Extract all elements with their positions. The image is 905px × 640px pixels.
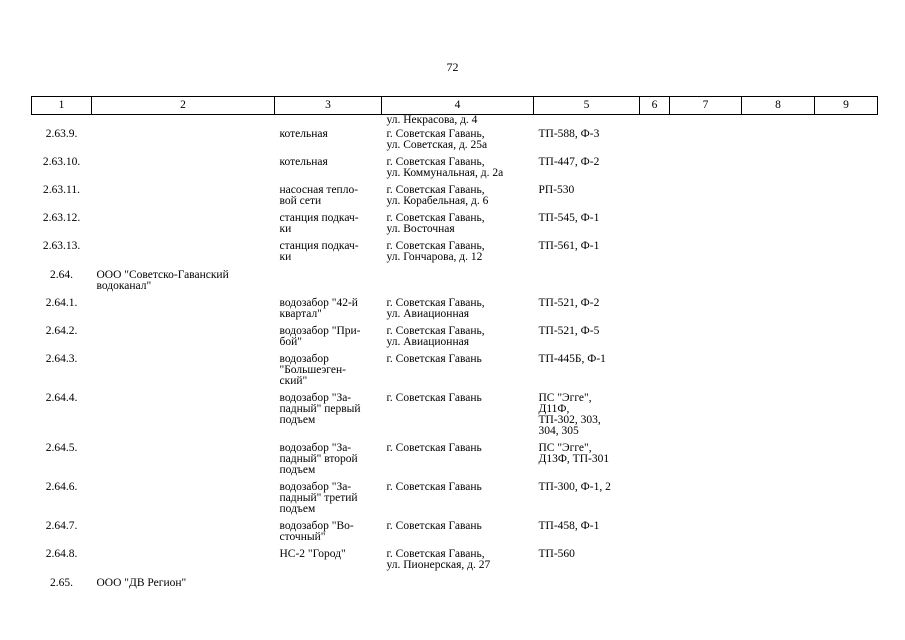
row-col8 <box>742 521 815 549</box>
row-col8 <box>742 269 815 298</box>
row-col9 <box>815 326 878 354</box>
row-col9 <box>815 549 878 577</box>
row-address: г. Советская Гавань, ул. Коммунальная, д. 2а <box>386 156 504 179</box>
row-col7 <box>670 213 742 241</box>
row-power-source: ТП-458, Ф-1 <box>538 520 600 532</box>
table-row <box>32 185 878 213</box>
row-object: котельная <box>279 128 328 140</box>
row-power-source: ТП-561, Ф-1 <box>538 240 600 252</box>
row-col9 <box>815 269 878 298</box>
row-power-source: ТП-521, Ф-5 <box>538 325 600 337</box>
row-number: 2.64. <box>50 269 73 281</box>
row-col7 <box>670 326 742 354</box>
table-row <box>32 326 878 354</box>
row-object: водозабор "Во- сточный" <box>279 520 354 543</box>
table-row <box>32 269 878 298</box>
table-row <box>32 482 878 521</box>
column-header-6: 6 <box>640 97 670 115</box>
row-address <box>382 577 534 595</box>
row-organization <box>92 157 275 185</box>
row-object: станция подкач- ки <box>279 240 359 263</box>
row-col9 <box>815 129 878 157</box>
column-header-2: 2 <box>92 97 275 115</box>
table-row <box>32 298 878 326</box>
row-col9 <box>815 185 878 213</box>
row-organization <box>92 326 275 354</box>
row-col8 <box>742 241 815 269</box>
row-col9 <box>815 577 878 595</box>
row-address: г. Советская Гавань <box>386 392 482 404</box>
row-col7 <box>670 549 742 577</box>
row-organization <box>92 482 275 521</box>
row-number: 2.64.3. <box>45 353 78 365</box>
row-number: 2.64.1. <box>45 297 78 309</box>
row-address: г. Советская Гавань <box>386 442 482 454</box>
table-row <box>32 577 878 595</box>
row-object: насосная тепло- вой сети <box>279 184 359 207</box>
table-row <box>32 241 878 269</box>
row-organization <box>92 393 275 443</box>
row-col8 <box>742 129 815 157</box>
row-number: 2.64.6. <box>45 481 78 493</box>
row-number: 2.64.4. <box>45 392 78 404</box>
row-col7 <box>670 185 742 213</box>
row-organization <box>92 443 275 482</box>
document-table <box>31 96 878 595</box>
table-row <box>32 354 878 393</box>
row-address: г. Советская Гавань <box>386 520 482 532</box>
row-col8 <box>742 298 815 326</box>
row-power-source: ТП-588, Ф-3 <box>538 128 600 140</box>
row-address: г. Советская Гавань, ул. Восточная <box>386 212 485 235</box>
row-address <box>382 269 534 298</box>
row-number: 2.63.10. <box>42 156 81 168</box>
row-number: 2.64.7. <box>45 520 78 532</box>
table-row <box>32 549 878 577</box>
table-row <box>32 213 878 241</box>
row-col6 <box>640 354 670 393</box>
row-organization <box>92 241 275 269</box>
row-object: котельная <box>279 156 328 168</box>
row-col8 <box>742 549 815 577</box>
row-power-source: РП-530 <box>538 184 575 196</box>
row-number: 2.64.2. <box>45 325 78 337</box>
row-object: станция подкач- ки <box>279 212 359 235</box>
row-address: г. Советская Гавань, ул. Авиационная <box>386 297 485 320</box>
row-address: г. Советская Гавань <box>386 353 482 365</box>
row-organization <box>92 549 275 577</box>
row-organization <box>92 213 275 241</box>
row-organization <box>92 185 275 213</box>
row-col9 <box>815 213 878 241</box>
continuation-row <box>32 115 878 130</box>
row-col6 <box>640 185 670 213</box>
row-organization: ООО "ДВ Регион" <box>96 577 187 589</box>
continuation-address: ул. Некрасова, д. 4 <box>386 114 478 126</box>
column-header-9: 9 <box>815 97 878 115</box>
row-organization <box>92 354 275 393</box>
row-number: 2.63.11. <box>43 184 80 196</box>
row-organization: ООО "Советско-Гаванский водоканал" <box>96 269 229 292</box>
row-col8 <box>742 482 815 521</box>
row-address: г. Советская Гавань <box>386 481 482 493</box>
row-col6 <box>640 393 670 443</box>
row-col7 <box>670 354 742 393</box>
row-col8 <box>742 393 815 443</box>
row-object <box>275 577 382 595</box>
row-power-source <box>534 269 640 298</box>
row-col8 <box>742 213 815 241</box>
row-number: 2.63.12. <box>42 212 81 224</box>
row-col7 <box>670 393 742 443</box>
row-col7 <box>670 521 742 549</box>
row-address: г. Советская Гавань, ул. Пионерская, д. 27 <box>386 548 491 571</box>
row-col9 <box>815 482 878 521</box>
row-col6 <box>640 443 670 482</box>
column-header-3: 3 <box>275 97 382 115</box>
table-row <box>32 443 878 482</box>
table-row <box>32 129 878 157</box>
row-col6 <box>640 213 670 241</box>
table-body <box>32 115 878 596</box>
row-col7 <box>670 269 742 298</box>
row-col6 <box>640 298 670 326</box>
table-header <box>32 97 878 115</box>
table-row <box>32 157 878 185</box>
row-address: г. Советская Гавань, ул. Гончарова, д. 12 <box>386 240 485 263</box>
row-col8 <box>742 326 815 354</box>
column-header-8: 8 <box>742 97 815 115</box>
row-power-source: ТП-560 <box>538 548 575 560</box>
row-col7 <box>670 443 742 482</box>
row-object: водозабор "За- падный" второй подъем <box>279 442 358 476</box>
row-organization <box>92 521 275 549</box>
row-organization <box>92 298 275 326</box>
row-power-source: ТП-300, Ф-1, 2 <box>538 481 611 493</box>
row-col6 <box>640 521 670 549</box>
row-address: г. Советская Гавань, ул. Корабельная, д. 6 <box>386 184 489 207</box>
table-row <box>32 521 878 549</box>
row-power-source <box>534 577 640 595</box>
row-col7 <box>670 298 742 326</box>
row-col7 <box>670 129 742 157</box>
row-col8 <box>742 443 815 482</box>
row-address: г. Советская Гавань, ул. Авиационная <box>386 325 485 348</box>
column-header-7: 7 <box>670 97 742 115</box>
row-object: НС-2 "Город" <box>279 548 346 560</box>
row-col8 <box>742 354 815 393</box>
column-header-1: 1 <box>32 97 92 115</box>
row-power-source: ТП-521, Ф-2 <box>538 297 600 309</box>
row-col6 <box>640 157 670 185</box>
row-col7 <box>670 482 742 521</box>
row-col6 <box>640 241 670 269</box>
row-power-source: ТП-447, Ф-2 <box>538 156 600 168</box>
row-object <box>275 269 382 298</box>
row-number: 2.64.5. <box>45 442 78 454</box>
column-header-4: 4 <box>382 97 534 115</box>
row-col6 <box>640 326 670 354</box>
row-object: водозабор "42-й квартал" <box>279 297 358 320</box>
row-col9 <box>815 354 878 393</box>
row-address: г. Советская Гавань, ул. Советская, д. 25а <box>386 128 488 151</box>
row-col6 <box>640 549 670 577</box>
row-col9 <box>815 241 878 269</box>
row-number: 2.63.13. <box>42 240 81 252</box>
row-col8 <box>742 577 815 595</box>
row-col9 <box>815 521 878 549</box>
row-col9 <box>815 393 878 443</box>
row-col6 <box>640 577 670 595</box>
row-organization <box>92 129 275 157</box>
row-number: 2.65. <box>50 577 73 589</box>
row-power-source: ПС "Эгге", Д13Ф, ТП-301 <box>538 442 610 465</box>
row-power-source: ТП-445Б, Ф-1 <box>538 353 606 365</box>
row-object: водозабор "Большеэген- ский" <box>279 353 346 387</box>
row-number: 2.63.9. <box>45 128 78 140</box>
table-row <box>32 393 878 443</box>
row-col9 <box>815 298 878 326</box>
row-col9 <box>815 157 878 185</box>
page-number: 72 <box>446 60 459 74</box>
row-col6 <box>640 482 670 521</box>
row-col6 <box>640 129 670 157</box>
row-col8 <box>742 185 815 213</box>
row-number: 2.64.8. <box>45 548 78 560</box>
row-object: водозабор "За- падный" третий подъем <box>279 481 358 515</box>
row-col7 <box>670 241 742 269</box>
row-object: водозабор "При- бой" <box>279 325 361 348</box>
column-header-5: 5 <box>534 97 640 115</box>
row-object: водозабор "За- падный" первый подъем <box>279 392 361 426</box>
row-power-source: ТП-545, Ф-1 <box>538 212 600 224</box>
row-col7 <box>670 157 742 185</box>
row-col8 <box>742 157 815 185</box>
row-col6 <box>640 269 670 298</box>
row-power-source: ПС "Эгге", Д11Ф, ТП-302, 303, 304, 305 <box>538 392 601 437</box>
row-col9 <box>815 443 878 482</box>
row-col7 <box>670 577 742 595</box>
